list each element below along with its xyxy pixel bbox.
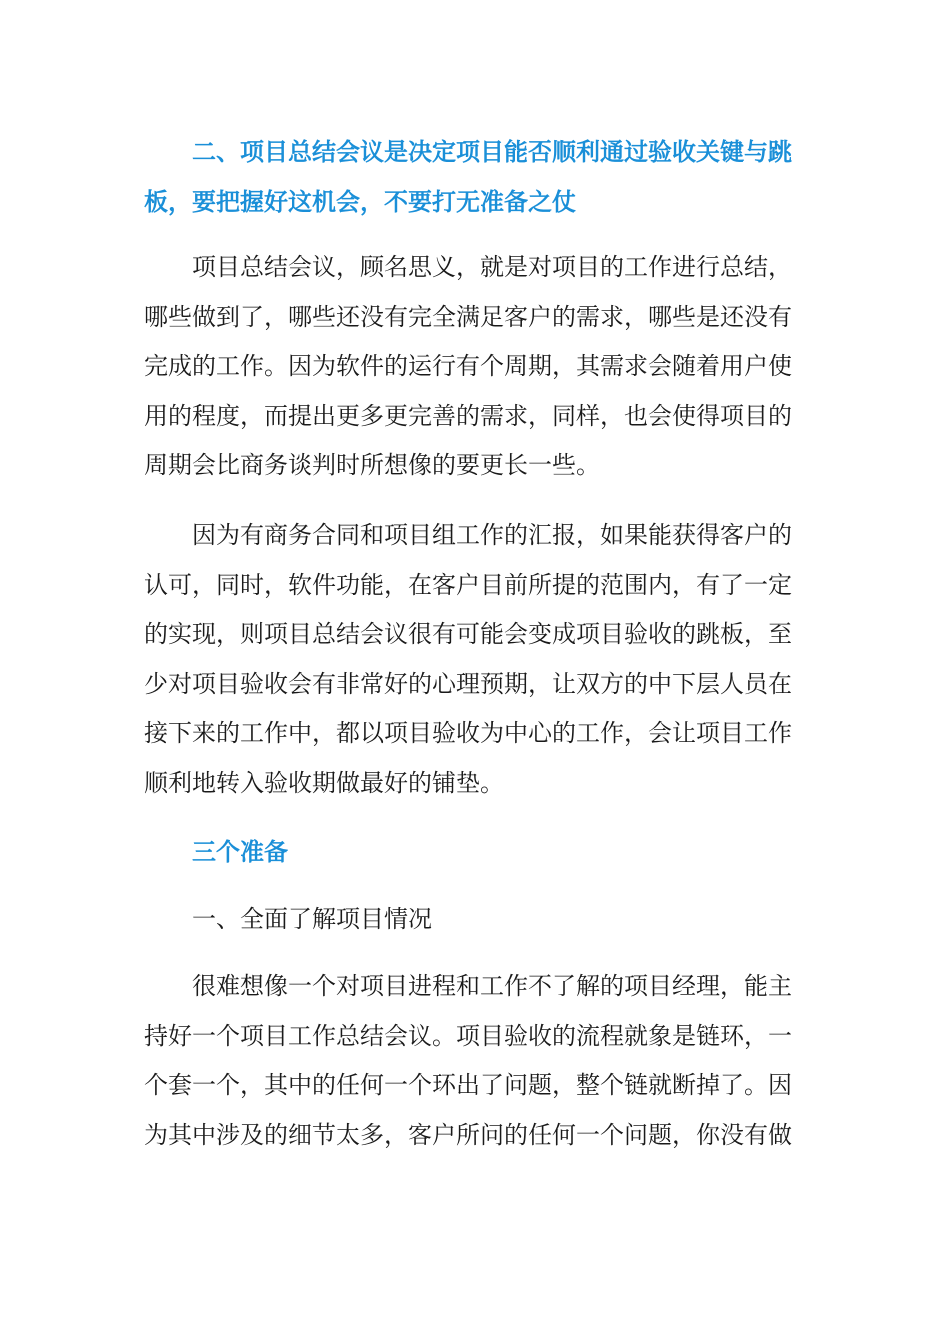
- subheading-understand-project: 一、全面了解项目情况: [192, 905, 432, 933]
- paragraph-project-manager: 很难想像一个对项目进程和工作不了解的项目经理，能主持好一个项目工作总结会议。项目验收的流程就象是链环，一个套一个，其中的任何一个环出了问题，整个链就断掉了。因为其中涉及的细节太多，客户所问的任何一个问题，你没有做: [144, 972, 792, 1149]
- paragraph-project-summary: 项目总结会议，顾名思义，就是对项目的工作进行总结，哪些做到了，哪些还没有完全满足客户的需求，哪些是还没有完成的工作。因为软件的运行有个周期，其需求会随着用户使用的程度，而提出更多更完善的需求，同样，也会使得项目的周期会比商务谈判时所想像的要更长一些。: [144, 253, 792, 480]
- section-heading-three-preparations: 三个准备: [192, 838, 288, 866]
- paragraph-contract-report: 因为有商务合同和项目组工作的汇报，如果能获得客户的认可，同时，软件功能，在客户目前所提的范围内，有了一定的实现，则项目总结会议很有可能会变成项目验收的跳板，至少对项目验收会有非常好的心理预期，让双方的中下层人员在接下来的工作中，都以项目验收为中心的工作，会让项目工作顺利地转入验收期做最好的铺垫。: [144, 521, 792, 797]
- section-heading-two: 二、项目总结会议是决定项目能否顺利通过验收关键与跳板，要把握好这机会，不要打无准备之仗: [144, 138, 792, 216]
